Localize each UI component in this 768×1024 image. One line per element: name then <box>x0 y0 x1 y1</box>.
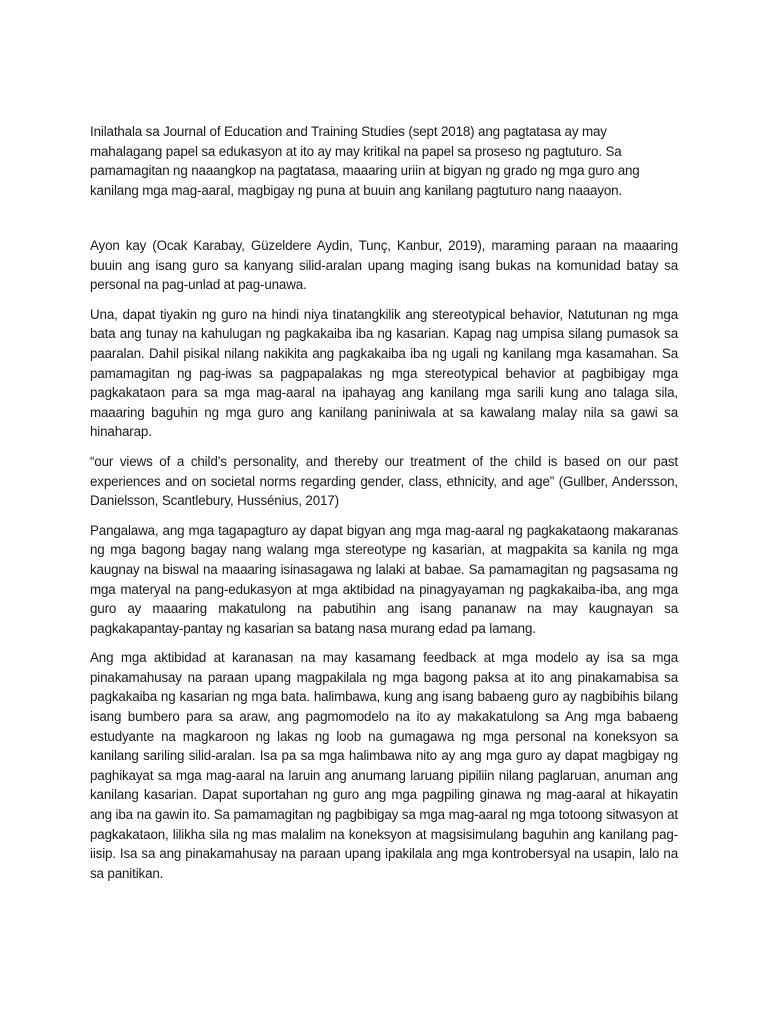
main-body-block <box>90 236 678 893</box>
paragraph-journal-intro: Inilathala sa Journal of Education and Training Studies (sept 2018) ang pagtatasa ay may mahalagang papel sa edukasyon at ito ay may kritikal na papel sa proseso ng pagtuturo. Sa pamamagitan ng naaangkop na pagtatasa, maaaring uriin at bigyan ng grado ng mga guro ang kanilang mga mag-aaral, magbigay ng puna at buuin ang kanilang pagtuturo nang naaayon. <box>90 124 640 198</box>
paragraph-ayon-kay: Ayon kay (Ocak Karabay, Güzeldere Aydin, Tunç, Kanbur, 2019), maraming paraan na maaaring buuin ang isang guro sa kanyang silid-aralan upang maging isang bukas na komunidad batay sa personal na pag-unlad at pag-unawa. <box>90 238 678 293</box>
paragraph-pangalawa: Pangalawa, ang mga tagapagturo ay dapat bigyan ang mga mag-aaral ng pagkakataong makaranas ng mga bagong bagay nang walang mga stereotype ng kasarian, at magpakita sa kanila ng mga kaugnay na biswal na maaaring isinasagawa ng lalaki at babae. Sa pamamagitan ng pagsasama ng mga materyal na pang-edukasyon at mga aktibidad na pinagyayaman ng pagkakaiba-iba, ang mga guro ay maaaring makatulong na pabutihin ang isang pananaw na may kaugnayan sa pagkakapantay-pantay ng kasarian sa batang nasa murang edad pa lamang. <box>90 522 678 636</box>
paragraph-quote: “our views of a child’s personality, and thereby our treatment of the child is based on our past experiences and on societal norms regarding gender, class, ethnicity, and age” (Gullber, Andersson, Danielsson, Scantlebury, Hussénius, 2017) <box>90 453 678 509</box>
intro-block <box>90 122 678 210</box>
paragraph-aktibidad: Ang mga aktibidad at karanasan na may kasamang feedback at mga modelo ay isa sa mga pinakamahusay na paraan upang magpakilala ng mga bagong paksa at ito ang pinakamabisa sa pagkakaiba ng kasarian ng mga bata. halimbawa, kung ang isang babaeng guro ay nagbibihis bilang isang bumbero para sa araw, ang pagmomodelo na ito ay makakatulong sa Ang mga babaeng estudyante na magkaroon ng lakas ng loob na gumagawa ng mga personal na koneksyon sa kanilang sariling silid-aralan. Isa pa sa mga halimbawa nito ay ang mga guro ay dapat magbigay ng paghikayat sa mga mag-aaral na laruin ang anumang laruang pipiliin nilang paglaruan, anuman ang kanilang kasarian. Dapat suportahan ng guro ang mga pagpiling ginawa ng mag-aaral at hikayatin ang iba na gawin ito. Sa pamamagitan ng pagbibigay sa mga mag-aaral ng mga totoong sitwasyon at pagkakataon, lilikha sila ng mas malalim na koneksyon at magsisimulang baguhin ang kanilang pag-iisip. Isa sa ang pinakamahusay na paraan upang ipakilala ang mga kontrobersyal na usapin, lalo na sa panitikan. <box>90 650 678 881</box>
paragraph-una: Una, dapat tiyakin ng guro na hindi niya tinatangkilik ang stereotypical behavior, Natutunan ng mga bata ang tunay na kahulugan ng pagkakaiba iba ng kasarian. Kapag nag umpisa silang pumasok sa paaralan. Dahil pisikal nilang nakikita ang pagkakaiba iba ng ugali ng kanilang mga kasamahan. Sa pamamagitan ng pag-iwas sa pagpapalakas ng mga stereotypical behavior at pagbibigay mga pagkakataon para sa mga mag-aaral na ipahayag ang kanilang mga sarili kung ano talaga sila, maaaring baguhin ng mga guro ang kanilang paniniwala at sa kawalang malay nila sa gawi sa hinaharap. <box>90 306 678 440</box>
